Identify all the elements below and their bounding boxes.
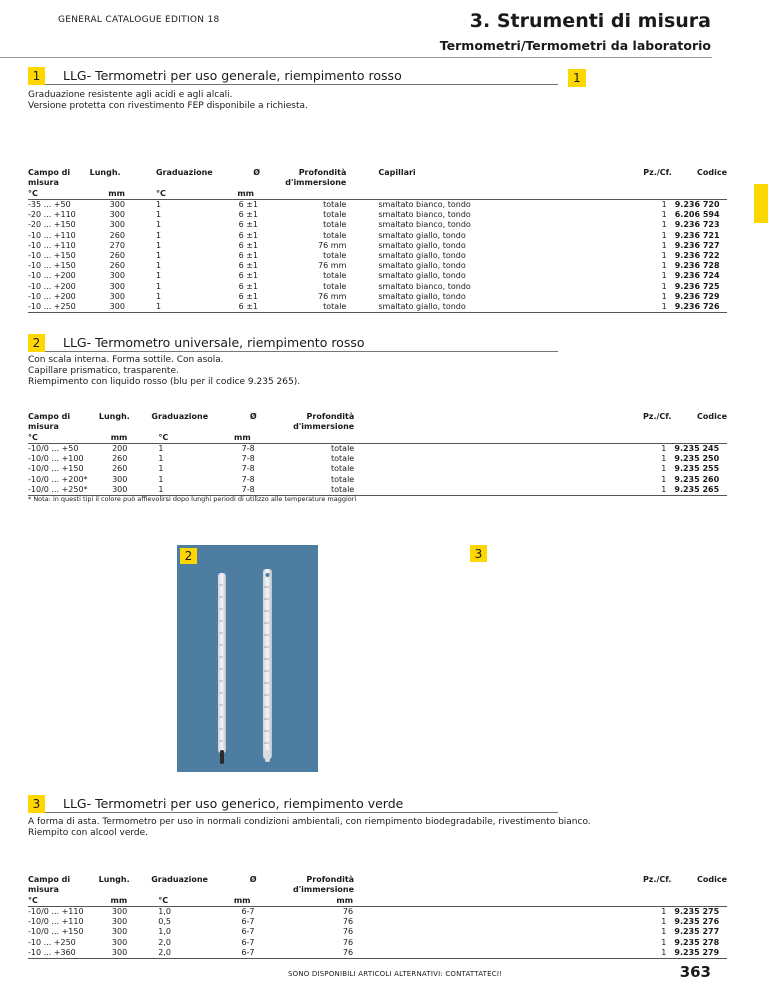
immersion-cell: totale xyxy=(331,474,355,484)
unit-cell: mm xyxy=(213,188,270,200)
diameter-cell: 7-8 xyxy=(208,485,267,496)
immersion-cell: totale xyxy=(323,230,347,240)
header-rule xyxy=(0,57,712,58)
table-row xyxy=(28,917,727,927)
code-cell: 9.236 723 xyxy=(674,220,720,230)
code-cell: 9.235 278 xyxy=(674,937,720,947)
section-3-heading xyxy=(28,795,558,813)
graduation-cell: 1 xyxy=(155,251,162,261)
range-cell: -10/0 ... +150 xyxy=(28,464,84,474)
range-cell: -10/0 ... +100 xyxy=(28,454,84,464)
column-header: Lungh. xyxy=(98,875,130,884)
graduation-cell: 1 xyxy=(155,271,162,281)
column-header: Pz./Cf. xyxy=(643,168,672,177)
code-cell: 9.236 726 xyxy=(675,302,727,313)
diameter-cell: 7-8 xyxy=(241,444,255,453)
immersion-cell: totale xyxy=(331,444,355,453)
table-header-row xyxy=(28,875,727,895)
length-cell: 300 xyxy=(109,291,125,301)
graduation-cell: 1 xyxy=(155,230,162,240)
pack-qty-cell: 1 xyxy=(661,220,667,230)
code-cell: 9.235 255 xyxy=(674,464,720,474)
range-cell: -10/0 ... +110 xyxy=(28,917,84,927)
length-cell: 260 xyxy=(109,230,125,240)
graduation-cell: 1 xyxy=(158,474,164,484)
code-cell: 9.235 265 xyxy=(674,485,727,496)
code-cell: 9.235 250 xyxy=(674,454,720,464)
table-row xyxy=(28,271,727,281)
immersion-cell: totale xyxy=(323,200,347,209)
diameter-cell: 6 ±1 xyxy=(238,230,259,240)
length-cell: 300 xyxy=(90,948,139,959)
range-cell: -10 ... +250 xyxy=(28,302,89,313)
column-header: Profondità d'immersione xyxy=(285,168,347,187)
pack-qty-cell: 1 xyxy=(661,200,667,209)
column-header: Campo di misura xyxy=(28,168,71,187)
diameter-cell: 6 ±1 xyxy=(238,291,259,301)
immersion-cell: totale xyxy=(323,220,347,230)
pack-qty-cell: 1 xyxy=(661,917,667,927)
table-row xyxy=(28,241,727,251)
unit-cell: mm xyxy=(208,895,267,907)
immersion-cell: 76 xyxy=(342,937,354,947)
description-line: Graduazione resistente agli acidi e agli alcali. xyxy=(28,90,233,100)
code-cell: 6.206 594 xyxy=(674,210,720,220)
range-cell: -10 ... +110 xyxy=(28,230,76,240)
graduation-cell: 1 xyxy=(155,200,162,209)
pack-qty-cell: 1 xyxy=(661,251,667,261)
unit-cell: °C xyxy=(28,895,90,907)
code-cell: 9.236 724 xyxy=(674,271,720,281)
description-line: Con scala interna. Forma sottile. Con asola. xyxy=(28,355,224,365)
immersion-cell: totale xyxy=(331,464,355,474)
unit-cell: °C xyxy=(138,895,208,907)
capillary-cell: smaltato bianco, tondo xyxy=(378,200,471,209)
column-header: Pz./Cf. xyxy=(642,875,672,884)
length-cell: 300 xyxy=(109,281,125,291)
section-2-heading xyxy=(28,334,558,352)
column-header: Codice xyxy=(696,168,727,177)
length-cell: 300 xyxy=(109,210,125,220)
range-cell: -10/0 ... +250* xyxy=(28,485,90,496)
thermometer-illustration xyxy=(177,545,318,772)
immersion-cell: 76 mm xyxy=(318,261,347,271)
footnote: * Nota: in questi tipi il colore può affievolirsi dopo lunghi periodi di utilizzo alle temperature maggiori xyxy=(28,495,357,503)
immersion-cell: totale xyxy=(323,210,347,220)
length-cell: 260 xyxy=(109,261,125,271)
chapter-title: 3. Strumenti di misura xyxy=(469,10,711,32)
diameter-cell: 6 ±1 xyxy=(238,261,259,271)
thermometer-loop xyxy=(266,573,270,577)
pack-qty-cell: 1 xyxy=(661,454,667,464)
pack-qty-cell: 1 xyxy=(661,281,667,291)
code-cell: 9.235 245 xyxy=(674,444,720,453)
immersion-cell: 76 xyxy=(342,907,354,916)
table-unit-row xyxy=(28,432,727,444)
table-row xyxy=(28,210,727,220)
column-header: Profondità d'immersione xyxy=(292,875,355,894)
immersion-cell: 76 xyxy=(342,927,354,937)
code-cell: 9.236 725 xyxy=(674,281,720,291)
code-cell: 9.235 279 xyxy=(674,948,727,959)
pack-qty-cell: 1 xyxy=(661,474,667,484)
diameter-cell: 6-7 xyxy=(241,937,255,947)
range-cell: -10/0 ... +200* xyxy=(28,474,88,484)
column-header: Campo di misura xyxy=(28,875,71,894)
unit-cell xyxy=(674,895,727,907)
immersion-cell: 76 xyxy=(267,948,356,959)
table-unit-row xyxy=(28,895,727,907)
pack-qty-cell: 1 xyxy=(661,261,667,271)
unit-cell: mm xyxy=(89,188,136,200)
table-row xyxy=(28,938,727,948)
length-cell: 300 xyxy=(109,200,125,209)
column-header: Ø xyxy=(249,875,257,884)
graduation-cell: 1 xyxy=(136,302,213,313)
unit-cell xyxy=(675,188,727,200)
pack-qty-cell: 1 xyxy=(640,302,675,313)
capillary-cell: smaltato giallo, tondo xyxy=(378,240,466,250)
diameter-cell: 7-8 xyxy=(241,464,255,474)
table-row xyxy=(28,927,727,937)
diameter-cell: 6 ±1 xyxy=(238,281,259,291)
pack-qty-cell: 1 xyxy=(661,210,667,220)
range-cell: -35 ... +50 xyxy=(28,200,71,209)
item-badge: 1 xyxy=(568,69,586,87)
section-2-description xyxy=(28,355,300,388)
range-cell: -10 ... +200 xyxy=(28,291,76,301)
table-header-row xyxy=(28,412,727,432)
pack-qty-cell: 1 xyxy=(661,240,667,250)
range-cell: -20 ... +110 xyxy=(28,210,76,220)
unit-cell: °C xyxy=(28,432,90,444)
diameter-cell: 6 ±1 xyxy=(238,271,259,281)
column-header: Graduazione xyxy=(151,412,209,421)
code-cell: 9.236 722 xyxy=(674,251,720,261)
section-title: LLG- Termometri per uso generale, riempimento rosso xyxy=(63,68,402,83)
range-cell: -10 ... +150 xyxy=(28,261,76,271)
capillary-cell: smaltato bianco, tondo xyxy=(378,281,471,291)
section-number: 1 xyxy=(28,67,45,85)
unit-cell: °C xyxy=(136,188,213,200)
subchapter-title: Termometri/Termometri da laboratorio xyxy=(439,38,711,53)
graduation-cell: 1 xyxy=(158,464,164,474)
graduation-cell: 1,0 xyxy=(158,907,171,916)
length-cell: 260 xyxy=(112,454,128,464)
column-header: Graduazione xyxy=(155,168,213,177)
column-header: Profondità d'immersione xyxy=(293,412,355,431)
section-1-table xyxy=(28,168,727,313)
section-1-description xyxy=(28,90,308,112)
table-row xyxy=(28,485,727,496)
range-cell: -20 ... +150 xyxy=(28,220,76,230)
table-row xyxy=(28,444,727,455)
immersion-cell: 76 mm xyxy=(318,291,347,301)
immersion-cell: 76 xyxy=(342,917,354,927)
range-cell: -10 ... +200 xyxy=(28,271,76,281)
pack-qty-cell: 1 xyxy=(661,230,667,240)
unit-cell: mm xyxy=(90,895,139,907)
diameter-cell: 7-8 xyxy=(241,474,255,484)
diameter-cell: 6 ±1 xyxy=(238,210,259,220)
table-unit-row xyxy=(28,188,727,200)
unit-cell: mm xyxy=(90,432,139,444)
table-row xyxy=(28,948,727,959)
code-cell: 9.235 277 xyxy=(674,927,720,937)
diameter-cell: 6 ±1 xyxy=(213,302,270,313)
pack-qty-cell: 1 xyxy=(661,444,667,453)
thermometer-bulb xyxy=(265,750,270,762)
column-header: Codice xyxy=(696,875,727,884)
unit-cell: mm xyxy=(208,432,267,444)
table-row xyxy=(28,231,727,241)
thermometer-stem xyxy=(218,573,226,753)
section-2-table xyxy=(28,412,727,496)
table-row xyxy=(28,454,727,464)
graduation-cell: 1 xyxy=(155,220,162,230)
table-row xyxy=(28,907,727,918)
length-cell: 260 xyxy=(109,251,125,261)
code-cell: 9.235 260 xyxy=(674,474,720,484)
diameter-cell: 6-7 xyxy=(241,917,255,927)
graduation-cell: 1 xyxy=(155,281,162,291)
section-3-description xyxy=(28,817,591,839)
table-row xyxy=(28,251,727,261)
immersion-cell: totale xyxy=(323,281,347,291)
catalogue-edition: GENERAL CATALOGUE EDITION 18 xyxy=(58,15,220,25)
graduation-cell: 1 xyxy=(158,454,164,464)
range-cell: -10/0 ... +110 xyxy=(28,907,84,916)
length-cell: 260 xyxy=(112,464,128,474)
table-header-row xyxy=(28,168,727,188)
graduation-cell: 1,0 xyxy=(158,927,171,937)
graduation-cell: 2,0 xyxy=(158,937,171,947)
section-3-table xyxy=(28,875,727,959)
unit-cell xyxy=(270,188,358,200)
graduation-cell: 1 xyxy=(138,485,208,496)
section-number: 2 xyxy=(28,334,45,352)
table-row xyxy=(28,475,727,485)
length-cell: 300 xyxy=(111,937,128,947)
column-header: Ø xyxy=(249,412,257,421)
capillary-cell: smaltato bianco, tondo xyxy=(378,210,471,220)
range-cell: -10/0 ... +50 xyxy=(28,444,79,453)
length-cell: 300 xyxy=(111,927,128,937)
column-header: Capillari xyxy=(378,168,416,177)
length-cell: 300 xyxy=(112,474,128,484)
column-header: Campo di misura xyxy=(28,412,71,431)
immersion-cell: totale xyxy=(331,454,355,464)
capillary-cell: smaltato giallo, tondo xyxy=(378,261,466,271)
code-cell: 9.236 727 xyxy=(674,240,720,250)
pack-qty-cell: 1 xyxy=(661,291,667,301)
description-line: Riempimento con liquido rosso (blu per il codice 9.235 265). xyxy=(28,377,301,387)
description-line: Capillare prismatico, trasparente. xyxy=(28,366,179,376)
range-cell: -10 ... +250 xyxy=(28,937,76,947)
diameter-cell: 6 ±1 xyxy=(238,220,259,230)
column-header: Lungh. xyxy=(98,412,130,421)
pack-qty-cell: 1 xyxy=(661,464,667,474)
unit-cell xyxy=(640,188,675,200)
range-cell: -10 ... +360 xyxy=(28,948,90,959)
thermometer-bulb xyxy=(220,750,224,764)
length-cell: 300 xyxy=(109,271,125,281)
range-cell: -10 ... +150 xyxy=(28,251,76,261)
range-cell: -10 ... +200 xyxy=(28,281,76,291)
photo-tag: 3 xyxy=(470,545,487,562)
diameter-cell: 6 ±1 xyxy=(238,200,259,209)
unit-cell xyxy=(355,895,674,907)
diameter-cell: 7-8 xyxy=(241,454,255,464)
section-title: LLG- Termometri per uso generico, riempimento verde xyxy=(63,796,404,811)
length-cell: 300 xyxy=(89,302,136,313)
table-row xyxy=(28,464,727,474)
unit-cell: °C xyxy=(138,432,208,444)
column-header: Pz./Cf. xyxy=(642,412,672,421)
immersion-cell: totale xyxy=(267,485,356,496)
capillary-cell: smaltato giallo, tondo xyxy=(378,271,466,281)
column-header: Graduazione xyxy=(151,875,208,884)
range-cell: -10/0 ... +150 xyxy=(28,927,84,937)
table-row xyxy=(28,282,727,292)
diameter-cell: 6-7 xyxy=(241,907,255,916)
length-cell: 300 xyxy=(111,907,128,916)
unit-cell xyxy=(267,432,356,444)
graduation-cell: 1 xyxy=(158,444,164,453)
capillary-cell: smaltato giallo, tondo xyxy=(378,251,466,261)
pack-qty-cell: 1 xyxy=(661,937,667,947)
column-header: Codice xyxy=(696,412,727,421)
description-line: Riempito con alcool verde. xyxy=(28,828,149,838)
code-cell: 9.235 276 xyxy=(674,917,720,927)
length-cell: 300 xyxy=(109,220,125,230)
length-cell: 270 xyxy=(109,240,125,250)
column-header: Ø xyxy=(253,168,261,177)
product-photo xyxy=(177,545,318,772)
table-row xyxy=(28,261,727,271)
section-1-heading xyxy=(28,67,558,85)
pack-qty-cell: 1 xyxy=(355,948,674,959)
diameter-cell: 6-7 xyxy=(208,948,267,959)
code-cell: 9.236 720 xyxy=(674,200,720,209)
pack-qty-cell: 1 xyxy=(661,907,667,916)
graduation-cell: 0,5 xyxy=(158,917,171,927)
section-side-tab xyxy=(754,184,768,223)
immersion-cell: totale xyxy=(270,302,358,313)
unit-cell xyxy=(674,432,727,444)
graduation-cell: 1 xyxy=(155,210,162,220)
pack-qty-cell: 1 xyxy=(355,485,674,496)
immersion-cell: totale xyxy=(323,271,347,281)
unit-cell: mm xyxy=(267,895,356,907)
range-cell: -10 ... +110 xyxy=(28,240,76,250)
code-cell: 9.236 728 xyxy=(674,261,720,271)
photo-tag: 2 xyxy=(180,548,197,564)
capillary-cell: smaltato giallo, tondo xyxy=(358,302,640,313)
unit-cell: °C xyxy=(28,188,89,200)
diameter-cell: 6-7 xyxy=(241,927,255,937)
pack-qty-cell: 1 xyxy=(661,271,667,281)
graduation-cell: 1 xyxy=(155,240,162,250)
length-cell: 300 xyxy=(90,485,139,496)
graduation-cell: 2,0 xyxy=(138,948,208,959)
table-row xyxy=(28,302,727,313)
diameter-cell: 6 ±1 xyxy=(238,251,259,261)
table-row xyxy=(28,292,727,302)
unit-cell xyxy=(355,432,674,444)
diameter-cell: 6 ±1 xyxy=(238,240,259,250)
column-header: Lungh. xyxy=(89,168,121,177)
description-line: Versione protetta con rivestimento FEP disponibile a richiesta. xyxy=(28,101,308,111)
thermometer-stem xyxy=(263,569,272,759)
code-cell: 9.236 729 xyxy=(674,291,720,301)
immersion-cell: totale xyxy=(323,251,347,261)
immersion-cell: 76 mm xyxy=(318,240,347,250)
graduation-cell: 1 xyxy=(155,291,162,301)
code-cell: 9.235 275 xyxy=(674,907,720,916)
capillary-cell: smaltato giallo, tondo xyxy=(378,230,466,240)
code-cell: 9.236 721 xyxy=(674,230,720,240)
table-row xyxy=(28,220,727,230)
description-line: A forma di asta. Termometro per uso in normali condizioni ambientali, con riempimento biodegradabile, rivestimento bianco. xyxy=(28,817,591,827)
section-number: 3 xyxy=(28,795,45,813)
section-title: LLG- Termometro universale, riempimento rosso xyxy=(63,335,365,350)
capillary-cell: smaltato giallo, tondo xyxy=(378,291,466,301)
capillary-cell: smaltato bianco, tondo xyxy=(378,220,471,230)
length-cell: 200 xyxy=(112,444,128,453)
pack-qty-cell: 1 xyxy=(661,927,667,937)
graduation-cell: 1 xyxy=(155,261,162,271)
footer-note: SONO DISPONIBILI ARTICOLI ALTERNATIVI: CONTATTATECI! xyxy=(288,970,503,978)
length-cell: 300 xyxy=(111,917,128,927)
unit-cell xyxy=(358,188,640,200)
page-number: 363 xyxy=(679,963,711,981)
table-row xyxy=(28,200,727,211)
